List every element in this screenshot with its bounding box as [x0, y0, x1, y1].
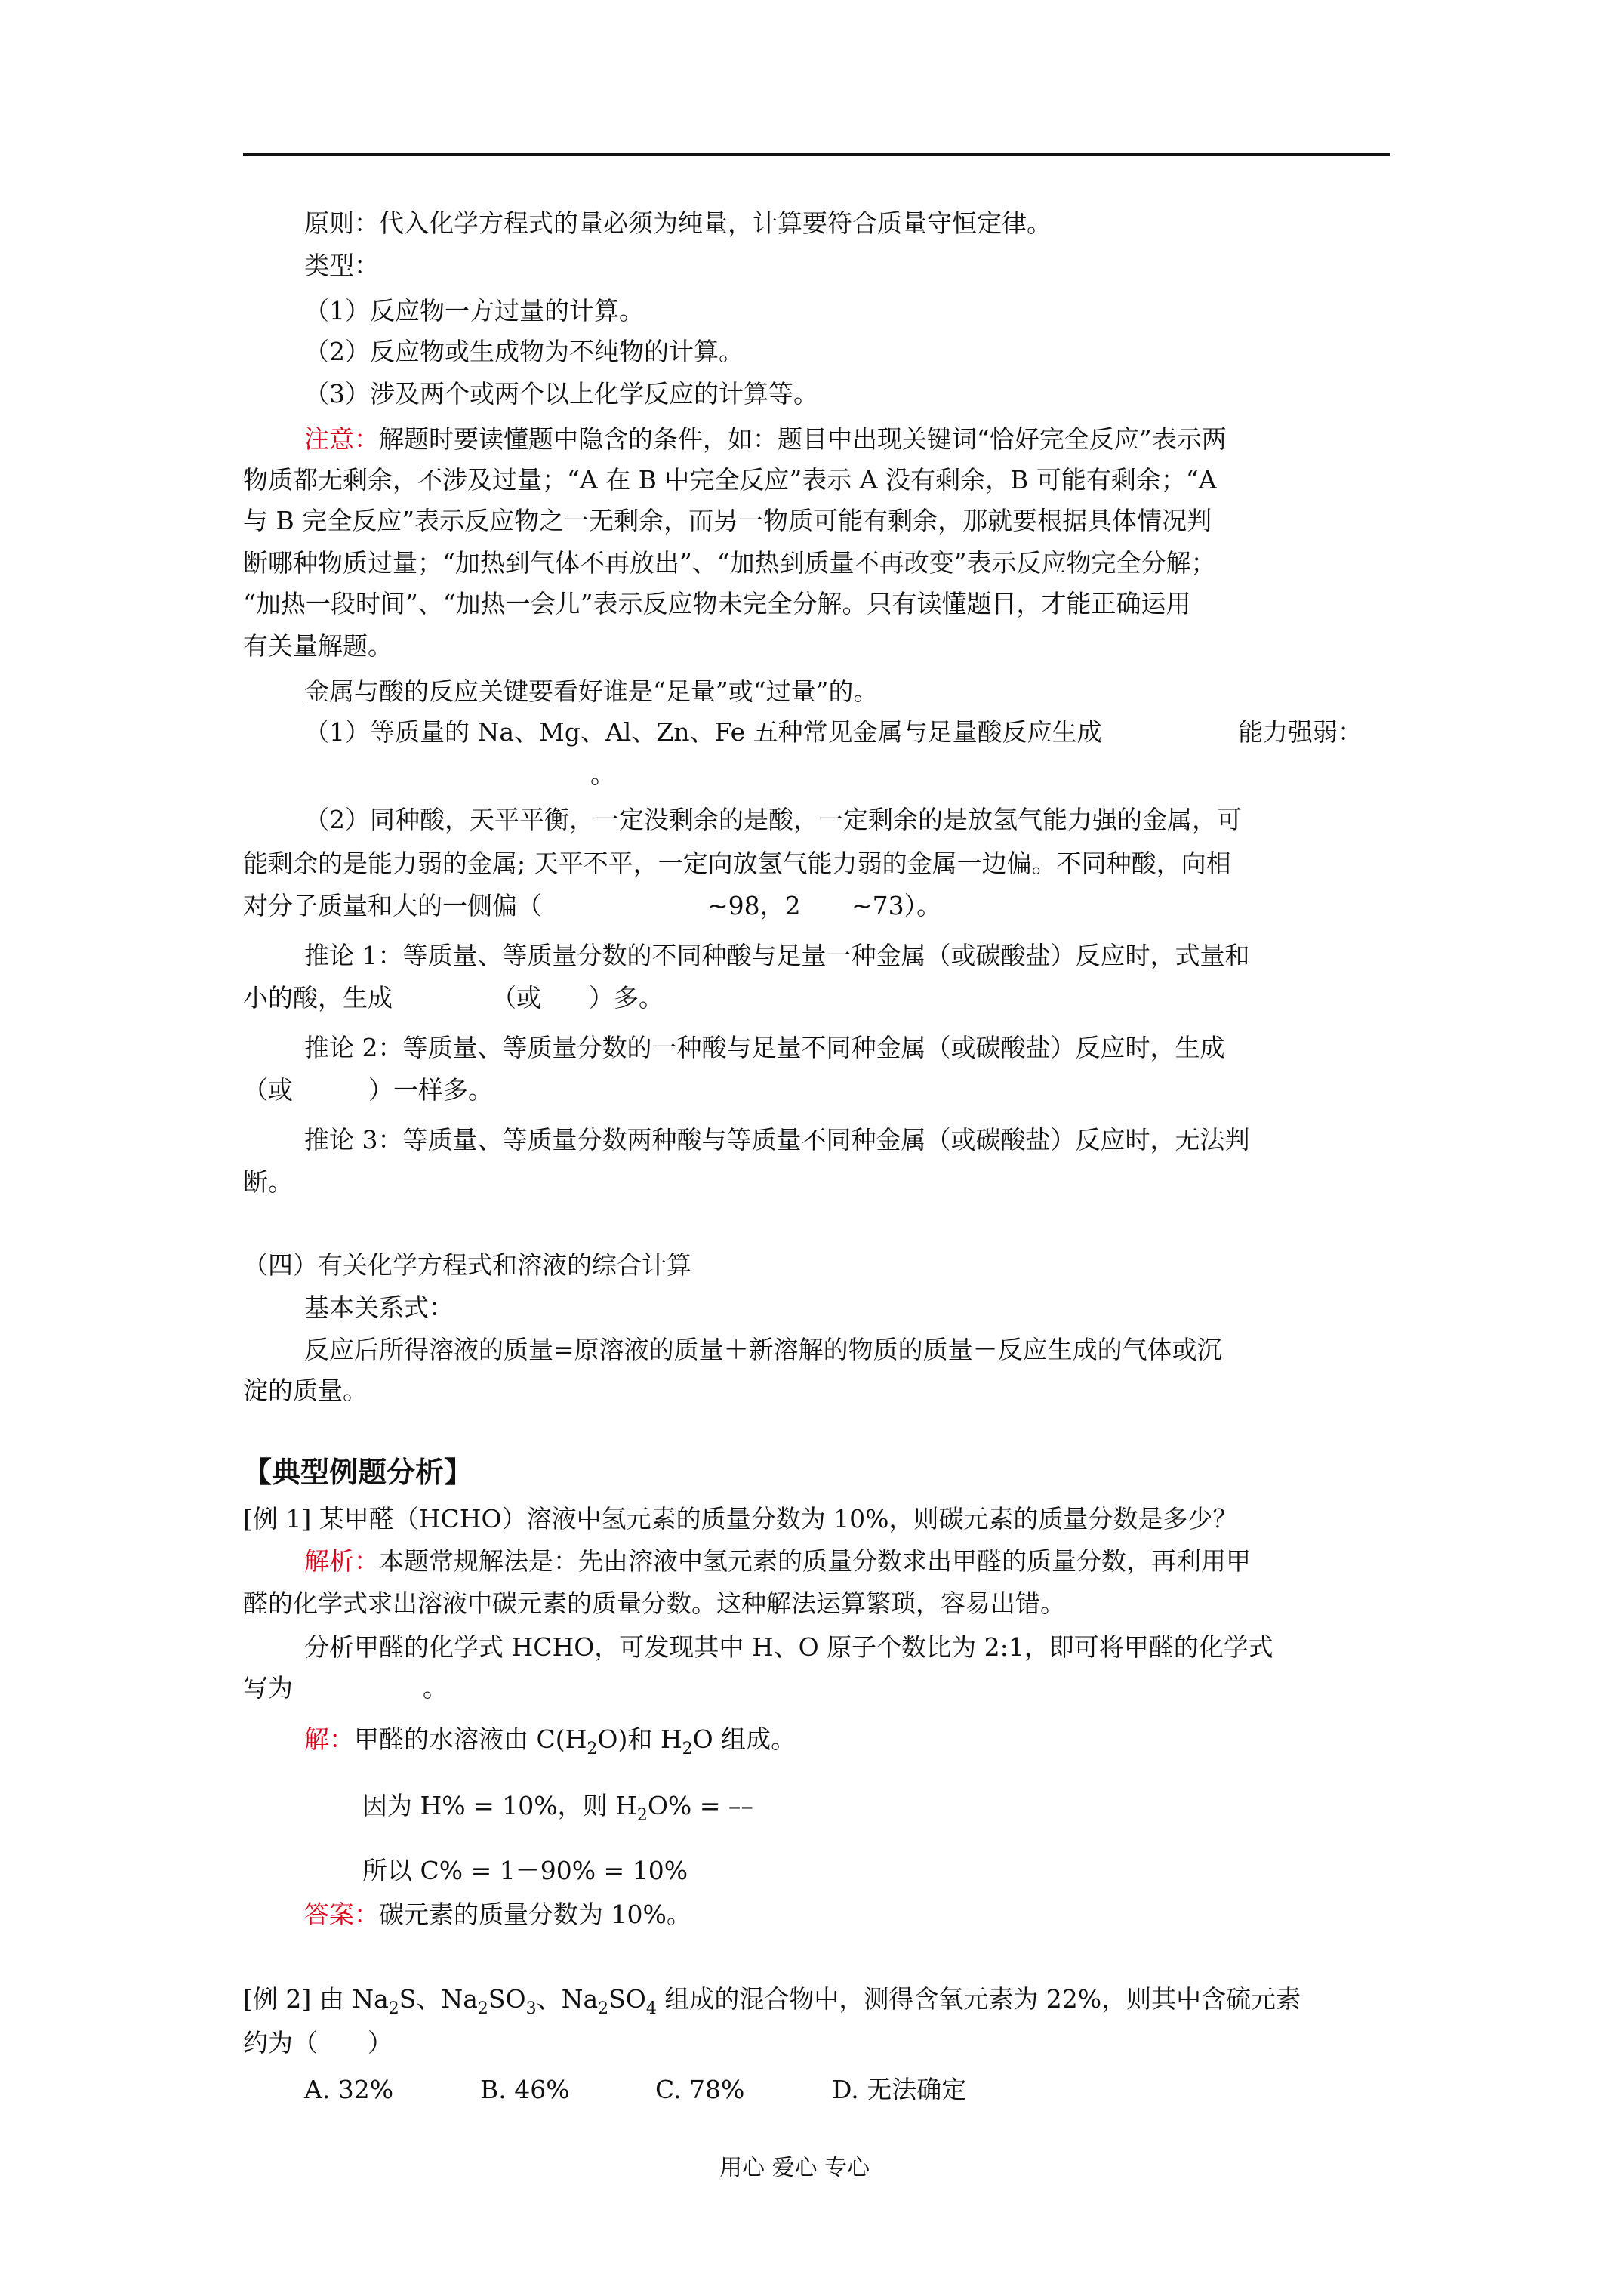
- note-line: 有关量解题。: [243, 631, 393, 661]
- examples-heading: 【典型例题分析】: [243, 1455, 473, 1489]
- metal-item-2: 能剩余的是能力弱的金属; 天平不平，一定向放氢气能力弱的金属一边偏。不同种酸，向相: [243, 849, 1231, 878]
- type-item: （3）涉及两个或两个以上化学反应的计算等。: [304, 379, 818, 408]
- type-item: （2）反应物或生成物为不纯物的计算。: [304, 337, 744, 366]
- inference-2: （或: [243, 1075, 293, 1105]
- answer-label: 答案：: [304, 1900, 379, 1929]
- option-a: A. 32%: [304, 2075, 394, 2104]
- inference-2: ）一样多。: [368, 1075, 493, 1105]
- option-d: D. 无法确定: [832, 2075, 967, 2104]
- metal-item-2: ~98，2: [707, 891, 801, 920]
- analysis-line: 。: [423, 1673, 448, 1703]
- relation-text: 淀的质量。: [243, 1376, 368, 1405]
- example-2-question: 约为（ ）: [243, 2028, 393, 2057]
- metal-item-1-end: 。: [590, 760, 615, 789]
- note-line: 断哪种物质过量；“加热到气体不再放出”、“加热到质量不再改变”表示反应物完全分解；: [243, 548, 1216, 578]
- inference-1: ）多。: [589, 983, 664, 1012]
- calc-line: 因为 H% = 10%，则 $H_2O\%$ = ––: [362, 1791, 753, 1825]
- analysis-line: 写为: [243, 1673, 293, 1703]
- inference-1: 推论 1：等质量、等质量分数的不同种酸与足量一种金属（或碳酸盐）反应时，式量和: [304, 941, 1250, 970]
- note-line: 与 B 完全反应”表示反应物之一无剩余，而另一物质可能有剩余，那就要根据具体情况判: [243, 506, 1212, 535]
- section-title: （四）有关化学方程式和溶液的综合计算: [243, 1250, 691, 1280]
- analysis-line: 解析：本题常规解法是：先由溶液中氢元素的质量分数求出甲醛的质量分数，再利用甲: [304, 1546, 1251, 1576]
- inference-1: 小的酸，生成: [243, 983, 393, 1012]
- note-line: 物质都无剩余，不涉及过量；“A 在 B 中完全反应”表示 A 没有剩余，B 可能有剩余；“A: [243, 465, 1217, 495]
- relation-text: 反应后所得溶液的质量=原溶液的质量＋新溶解的物质的质量－反应生成的气体或沉: [304, 1335, 1222, 1364]
- inference-2: 推论 2：等质量、等质量分数的一种酸与足量不同种金属（或碳酸盐）反应时，生成: [304, 1033, 1225, 1062]
- option-b: B. 46%: [480, 2075, 570, 2104]
- analysis-line: 醛的化学式求出溶液中碳元素的质量分数。这种解法运算繁琐，容易出错。: [243, 1589, 1065, 1618]
- note-line: 注意：解题时要读懂题中隐含的条件，如：题目中出现关键词“恰好完全反应”表示两: [304, 424, 1227, 454]
- note-label: 注意：: [304, 424, 379, 454]
- metal-item-2: ~73）。: [852, 891, 942, 920]
- metal-item-1-tail: 能力强弱：: [1238, 717, 1363, 747]
- example-2-question: [例 2] 由 $Na_2S$、$Na_2SO_3$、$Na_2SO_4$ 组成的混合物中，测得含氧元素为 22%，则其中含硫元素: [243, 1984, 1301, 2018]
- answer-line: 答案：碳元素的质量分数为 10%。: [304, 1900, 691, 1929]
- principle-text: 原则：代入化学方程式的量必须为纯量，计算要符合质量守恒定律。: [304, 208, 1052, 238]
- calc-line: 所以 C% = 1－90% = 10%: [362, 1856, 688, 1885]
- metal-item-2: （2）同种酸，天平平衡，一定没剩余的是酸，一定剩余的是放氢气能力强的金属，可: [304, 805, 1242, 834]
- header-rule: [243, 153, 1390, 156]
- option-c: C. 78%: [655, 2075, 745, 2104]
- page-footer: 用心 爱心 专心: [719, 2155, 870, 2181]
- types-label: 类型：: [304, 251, 379, 280]
- type-item: （1）反应物一方过量的计算。: [304, 296, 644, 325]
- metal-item-1: （1）等质量的 Na、Mg、Al、Zn、Fe 五种常见金属与足量酸反应生成: [304, 717, 1102, 747]
- solution-label: 解：: [304, 1724, 354, 1754]
- inference-1: （或: [491, 983, 541, 1012]
- metal-acid-text: 金属与酸的反应关键要看好谁是“足量”或“过量”的。: [304, 676, 879, 706]
- relation-label: 基本关系式：: [304, 1293, 454, 1322]
- solution-line: 解：甲醛的水溶液由 $C(H_2O)$和 $H_2O$ 组成。: [304, 1724, 796, 1758]
- inference-3: 推论 3：等质量、等质量分数两种酸与等质量不同种金属（或碳酸盐）反应时，无法判: [304, 1125, 1250, 1154]
- analysis-label: 解析：: [304, 1546, 379, 1576]
- inference-3: 断。: [243, 1167, 293, 1197]
- analysis-line: 分析甲醛的化学式 HCHO，可发现其中 H、O 原子个数比为 2:1，即可将甲醛的化学式: [304, 1632, 1273, 1662]
- note-line: “加热一段时间”、“加热一会儿”表示反应物未完全分解。只有读懂题目，才能正确运用: [243, 589, 1191, 618]
- example-1-question: [例 1] 某甲醛（HCHO）溶液中氢元素的质量分数为 10%，则碳元素的质量分数是多少？: [243, 1504, 1238, 1533]
- metal-item-2: 对分子质量和大的一侧偏（: [243, 891, 542, 920]
